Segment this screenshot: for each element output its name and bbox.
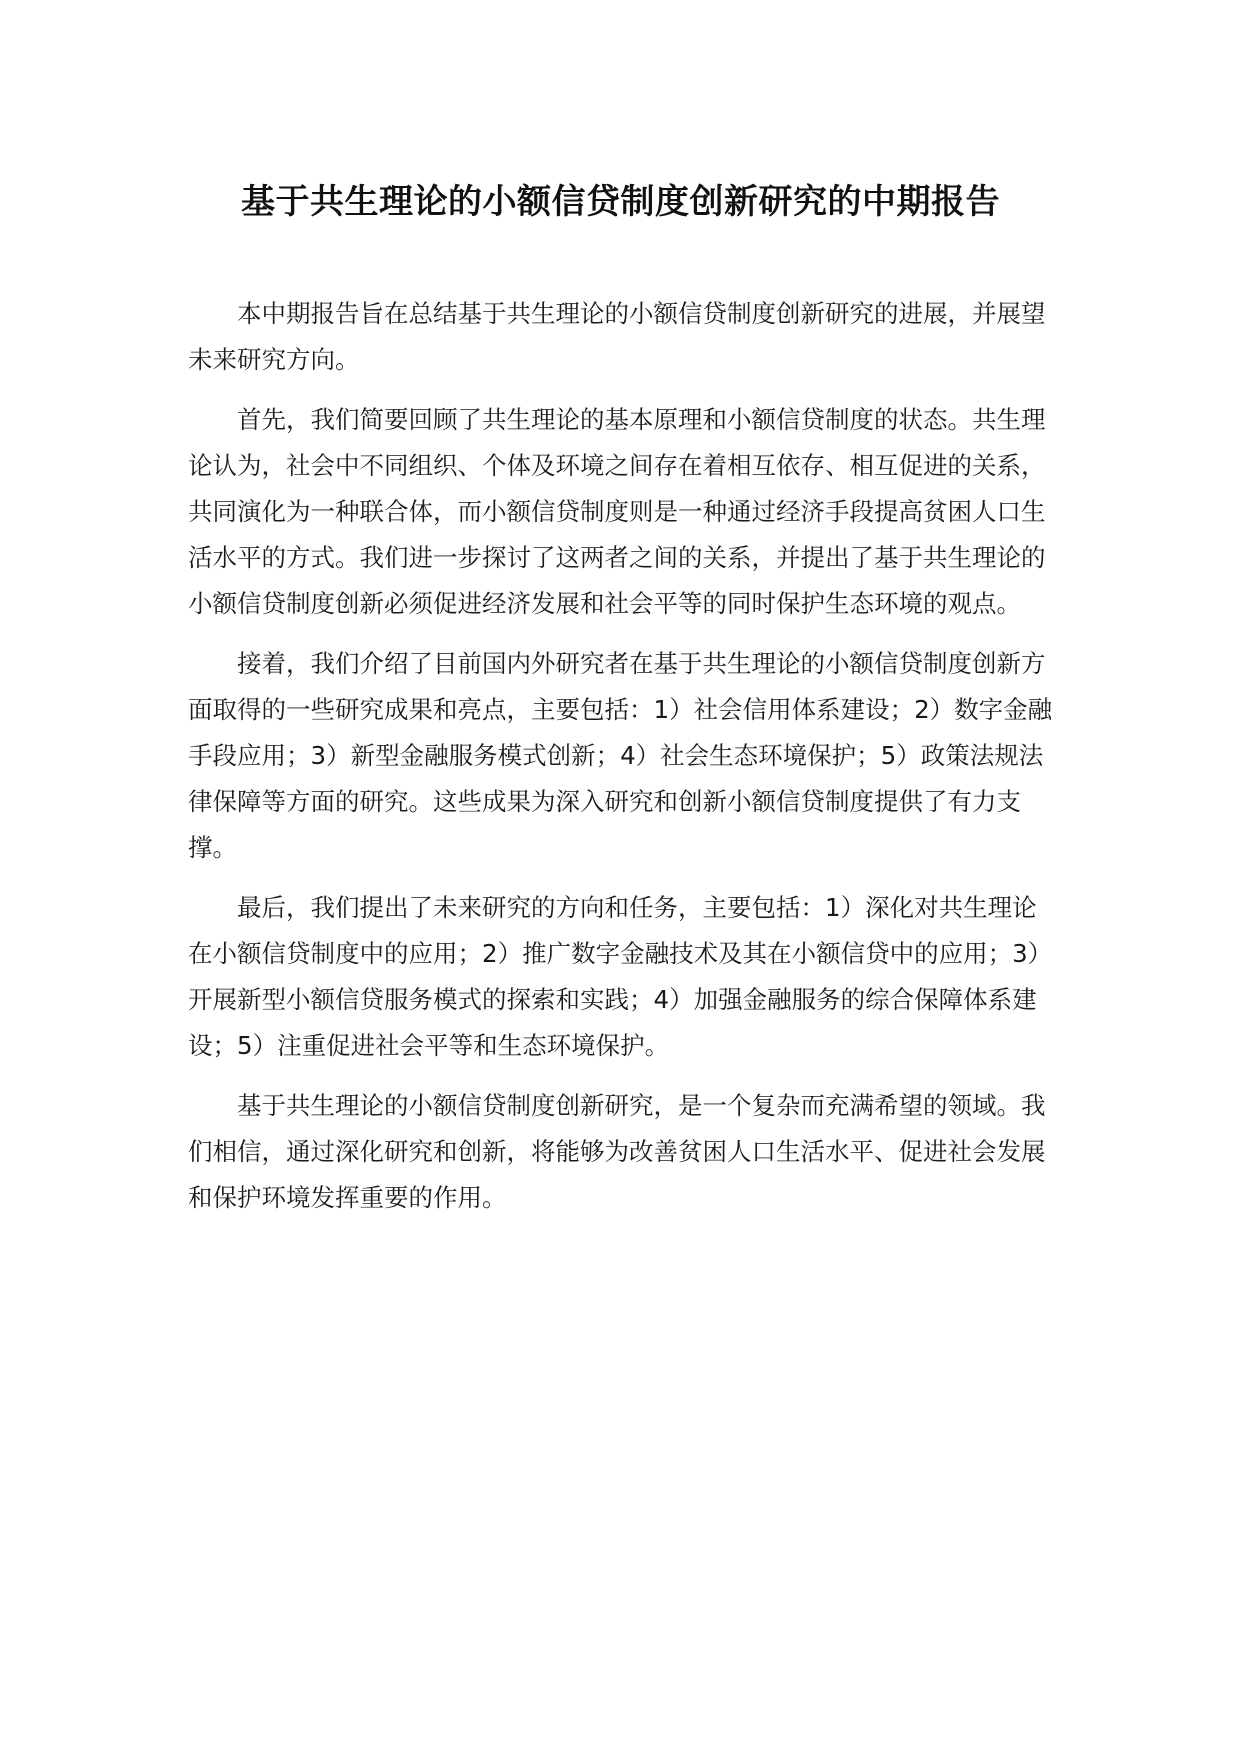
paragraph-conclusion: 基于共生理论的小额信贷制度创新研究，是一个复杂而充满希望的领域。我们相信，通过深化研究和创新，将能够为改善贫困人口生活水平、促进社会发展和保护环境发挥重要的作用。 (188, 1091, 1046, 1212)
paragraph-theory-review: 首先，我们简要回顾了共生理论的基本原理和小额信贷制度的状态。共生理论认为，社会中不同组织、个体及环境之间存在着相互依存、相互促进的关系，共同演化为一种联合体，而小额信贷制度则是一种通过经济手段提高贫困人口生活水平的方式。我们进一步探讨了这两者之间的关系，并提出了基于共生理论的小额信贷制度创新必须促进经济发展和社会平等的同时保护生态环境的观点。 (188, 405, 1046, 618)
paragraph-future-directions: 最后，我们提出了未来研究的方向和任务，主要包括：1）深化对共生理论在小额信贷制度中的应用；2）推广数字金融技术及其在小额信贷中的应用；3）开展新型小额信贷服务模式的探索和实践；4）加强金融服务的综合保障体系建设；5）注重促进社会平等和生态环境保护。 (188, 893, 1053, 1060)
document-title: 基于共生理论的小额信贷制度创新研究的中期报告 (241, 182, 1000, 222)
paragraph-intro: 本中期报告旨在总结基于共生理论的小额信贷制度创新研究的进展，并展望未来研究方向。 (188, 299, 1046, 374)
document-body (188, 291, 1060, 1235)
paragraph-research-results: 接着，我们介绍了目前国内外研究者在基于共生理论的小额信贷制度创新方面取得的一些研究成果和亮点，主要包括：1）社会信用体系建设；2）数字金融手段应用；3）新型金融服务模式创新；4）社会生态环境保护；5）政策法规法律保障等方面的研究。这些成果为深入研究和创新小额信贷制度提供了有力支撑。 (188, 649, 1053, 862)
